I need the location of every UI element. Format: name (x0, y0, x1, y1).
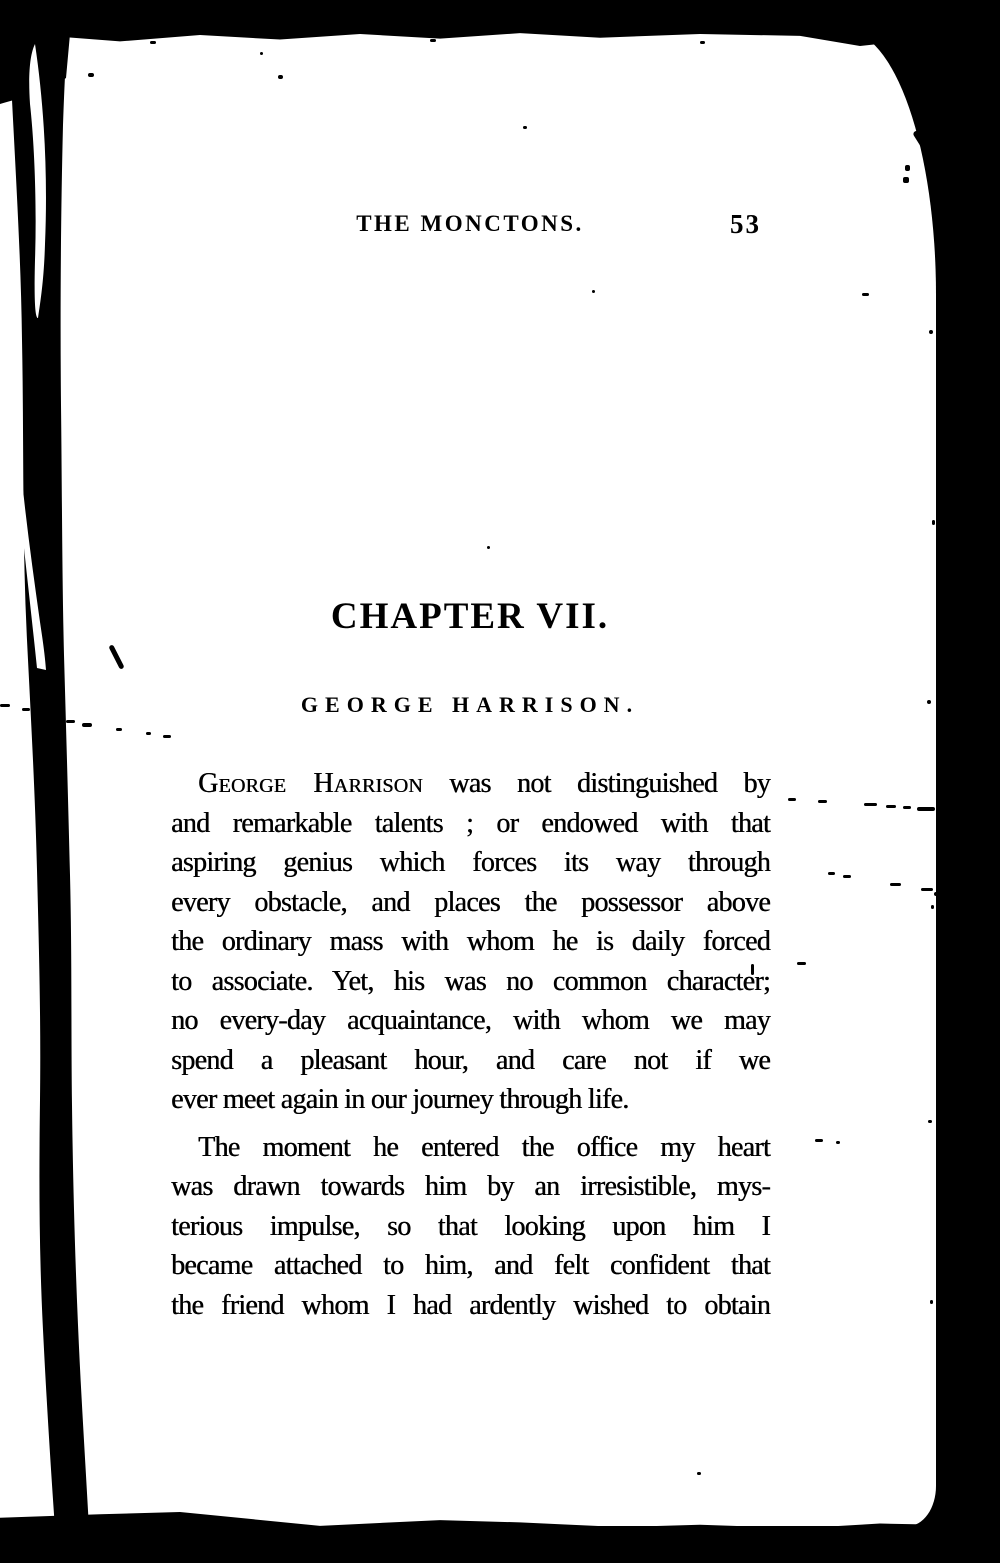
text-line: The moment he entered the office my heart (198, 1131, 770, 1163)
crease-mark (903, 806, 911, 809)
text-line: every obstacle, and places the possessor above (171, 886, 770, 918)
crease-mark (45, 713, 52, 716)
crease-mark (843, 875, 851, 878)
edge-speck (931, 905, 934, 909)
edge-speck (930, 1300, 933, 1304)
text-line: spend a pleasant hour, and care not if we (171, 1044, 770, 1076)
ink-dot (905, 165, 910, 171)
text-line: was drawn towards him by an irresistible, mys- (171, 1171, 770, 1202)
text-line: the ordinary mass with whom he is daily forced (171, 926, 770, 957)
running-title: THE MONCTONS. (356, 211, 584, 236)
text-line: no every-day acquaintance, with whom we may (171, 1005, 770, 1036)
running-header (170, 211, 770, 241)
scan-speck (487, 546, 490, 549)
binding-shadow (0, 0, 110, 1563)
crease-mark (82, 723, 92, 727)
text-line: the friend whom I had ardently wished to obtain (171, 1289, 770, 1321)
scan-speck (836, 1141, 840, 1144)
scan-speck (88, 73, 94, 77)
edge-speck (150, 41, 156, 44)
text-line: became attached to him, and felt confident that (171, 1250, 770, 1281)
scan-speck (592, 290, 595, 293)
crease-mark (864, 803, 877, 806)
edge-speck (928, 1120, 932, 1123)
crease-mark (0, 704, 10, 707)
text-line: terious impulse, so that looking upon him I (171, 1210, 770, 1242)
edge-speck (260, 52, 263, 55)
crease-mark (116, 728, 122, 731)
edge-speck (700, 41, 705, 44)
page-number: 53 (730, 209, 761, 239)
crease-mark (22, 708, 30, 711)
crease-mark (163, 735, 171, 738)
scan-speck (797, 962, 806, 965)
text-line: George Harrison was not distinguished by (198, 768, 770, 799)
lead-small-caps: George Harrison (198, 768, 423, 799)
scan-speck (815, 1139, 823, 1142)
text-line: and remarkable talents ; or endowed with that (171, 807, 770, 839)
section-title: GEORGE HARRISON. (300, 692, 640, 717)
edge-speck (430, 39, 436, 42)
crease-mark (890, 883, 901, 886)
ink-dot (903, 177, 909, 183)
text-line: to associate. Yet, his was no common character; (171, 965, 770, 997)
crease-mark (818, 800, 827, 803)
crease-mark (66, 720, 75, 723)
crease-mark (788, 798, 796, 801)
edge-speck (929, 330, 933, 334)
scan-speck (862, 293, 869, 296)
edge-speck (932, 520, 935, 525)
crease-mark (934, 892, 948, 896)
text-line: aspiring genius which forces its way through (171, 847, 770, 878)
text-line: ever meet again in our journey through life. (171, 1084, 629, 1115)
scan-speck (278, 75, 283, 79)
edge-speck (927, 700, 931, 704)
chapter-title: CHAPTER VII. (330, 596, 610, 637)
crease-mark (921, 888, 933, 891)
crease-mark (828, 872, 835, 875)
scan-speck (523, 126, 527, 129)
crease-mark (886, 805, 896, 808)
scan-speck (697, 1472, 701, 1475)
body-text (171, 764, 770, 1325)
crease-mark (146, 732, 151, 735)
crease-mark (917, 807, 935, 811)
